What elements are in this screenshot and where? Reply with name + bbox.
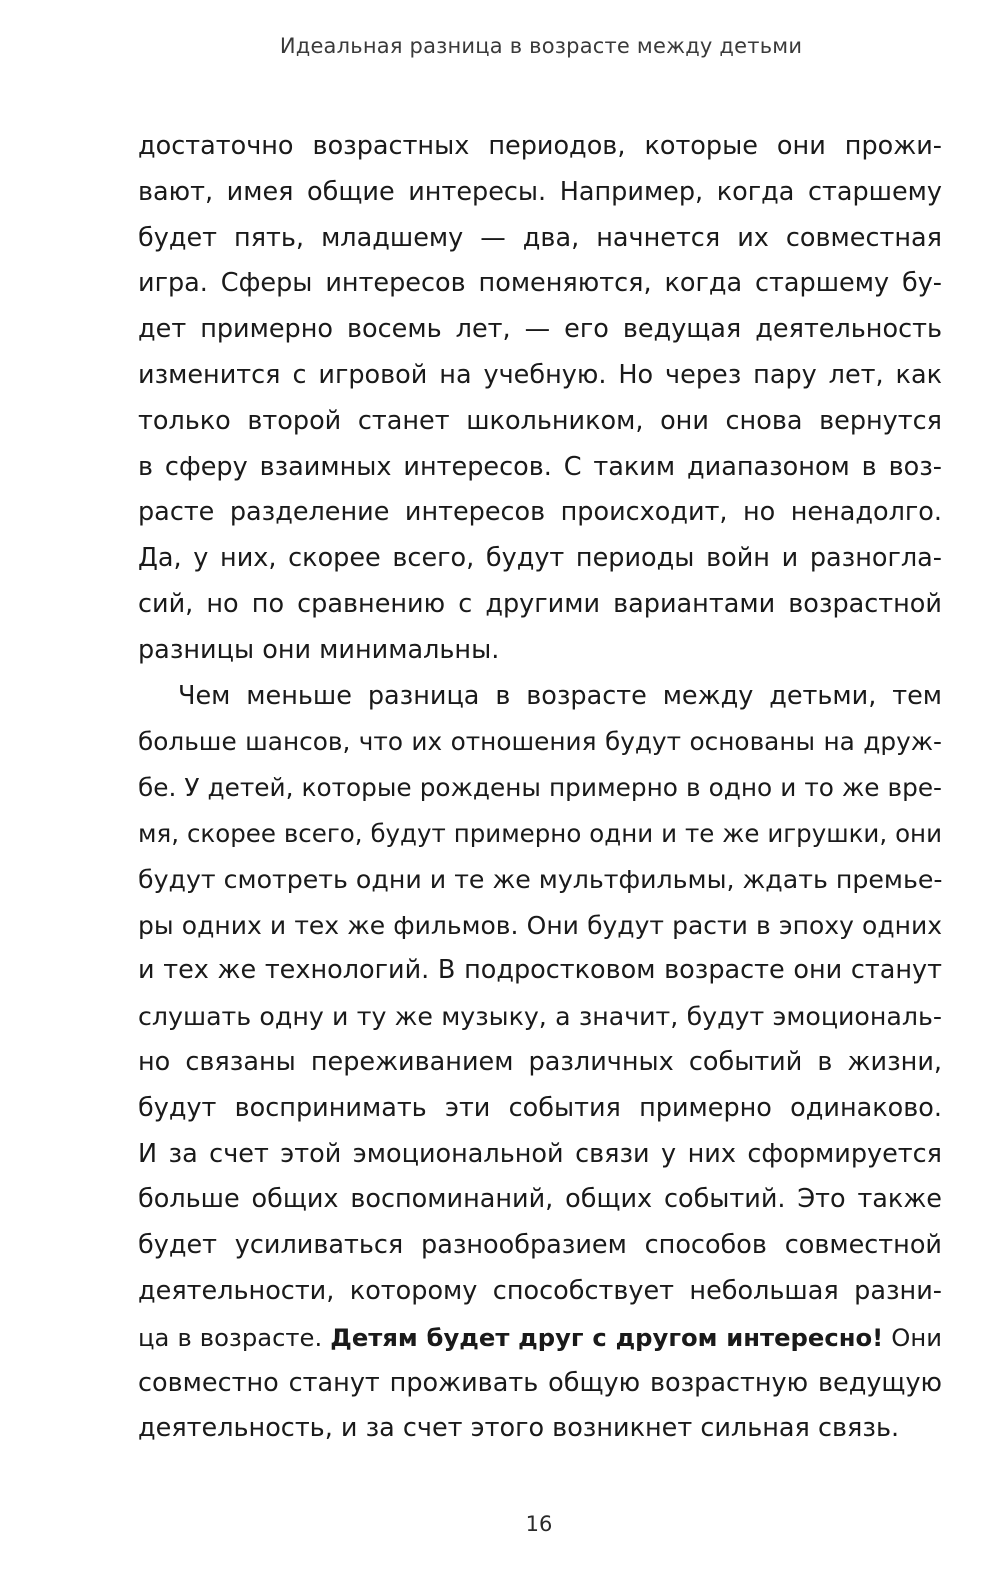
page-number: 16: [525, 1512, 553, 1536]
text-line: слушать одну и ту же музыку, а значит, будут эмоциональ-: [138, 1002, 942, 1032]
paragraph-2: [138, 674, 942, 1453]
text-line-emphasis: [138, 1315, 942, 1361]
text-line: будет пять, младшему — два, начнется их совместная: [138, 222, 942, 253]
paragraph-1: [138, 124, 942, 674]
running-head: Идеальная разница в возрасте между детьми: [279, 34, 803, 58]
text-line: вают, имея общие интересы. Например, когда старшему: [138, 176, 942, 207]
text-line: только второй станет школьником, они снова вернутся: [138, 405, 942, 436]
text-line: будет усиливаться разнообразием способов совместной: [138, 1230, 942, 1261]
text-line: разницы они минимальны.: [138, 634, 500, 665]
text-line: будут воспринимать эти события примерно одинаково.: [138, 1092, 942, 1123]
text-line: деятельности, которому способствует небольшая разни-: [138, 1275, 942, 1306]
text-line: деятельность, и за счет этого возникнет сильная связь.: [138, 1413, 900, 1444]
text-segment: Они: [883, 1322, 942, 1352]
text-segment: ца в возрасте.: [138, 1322, 331, 1352]
text-line: И за счет этой эмоциональной связи у них сформируется: [138, 1138, 942, 1169]
text-line: совместно станут проживать общую возрастную ведущую: [138, 1367, 942, 1398]
text-line: мя, скорее всего, будут примерно одни и те же игрушки, они: [138, 818, 942, 848]
text-line: Чем меньше разница в возрасте между детьми, тем: [178, 680, 942, 711]
text-line: и тех же технологий. В подростковом возрасте они станут: [138, 955, 942, 986]
text-line: изменится с игровой на учебную. Но через пару лет, как: [138, 359, 942, 390]
text-line: игра. Сферы интересов поменяются, когда старшему бу-: [138, 268, 942, 299]
text-line: достаточно возрастных периодов, которые они прожи-: [138, 131, 942, 161]
bold-emphasis: Детям будет друг с другом интересно!: [330, 1322, 884, 1352]
text-line: ры одних и тех же фильмов. Они будут расти в эпоху одних: [138, 910, 942, 940]
text-line: в сферу взаимных интересов. С таким диапазоном в воз-: [138, 451, 942, 482]
text-line: сий, но по сравнению с другими вариантами возрастной: [138, 588, 942, 619]
text-line: больше общих воспоминаний, общих событий. Это также: [138, 1184, 942, 1215]
body-text: [138, 124, 942, 1452]
text-line: но связаны переживанием различных событий в жизни,: [138, 1046, 942, 1077]
text-line: дет примерно восемь лет, — его ведущая деятельность: [138, 314, 942, 345]
text-line: бе. У детей, которые рождены примерно в одно и то же вре-: [138, 773, 942, 803]
text-line: расте разделение интересов происходит, но ненадолго.: [138, 497, 942, 528]
text-line: Да, у них, скорее всего, будут периоды войн и разногла-: [138, 543, 942, 574]
text-line: будут смотреть одни и те же мультфильмы, ждать премье-: [138, 864, 942, 894]
text-line: больше шансов, что их отношения будут основаны на друж-: [138, 727, 942, 757]
